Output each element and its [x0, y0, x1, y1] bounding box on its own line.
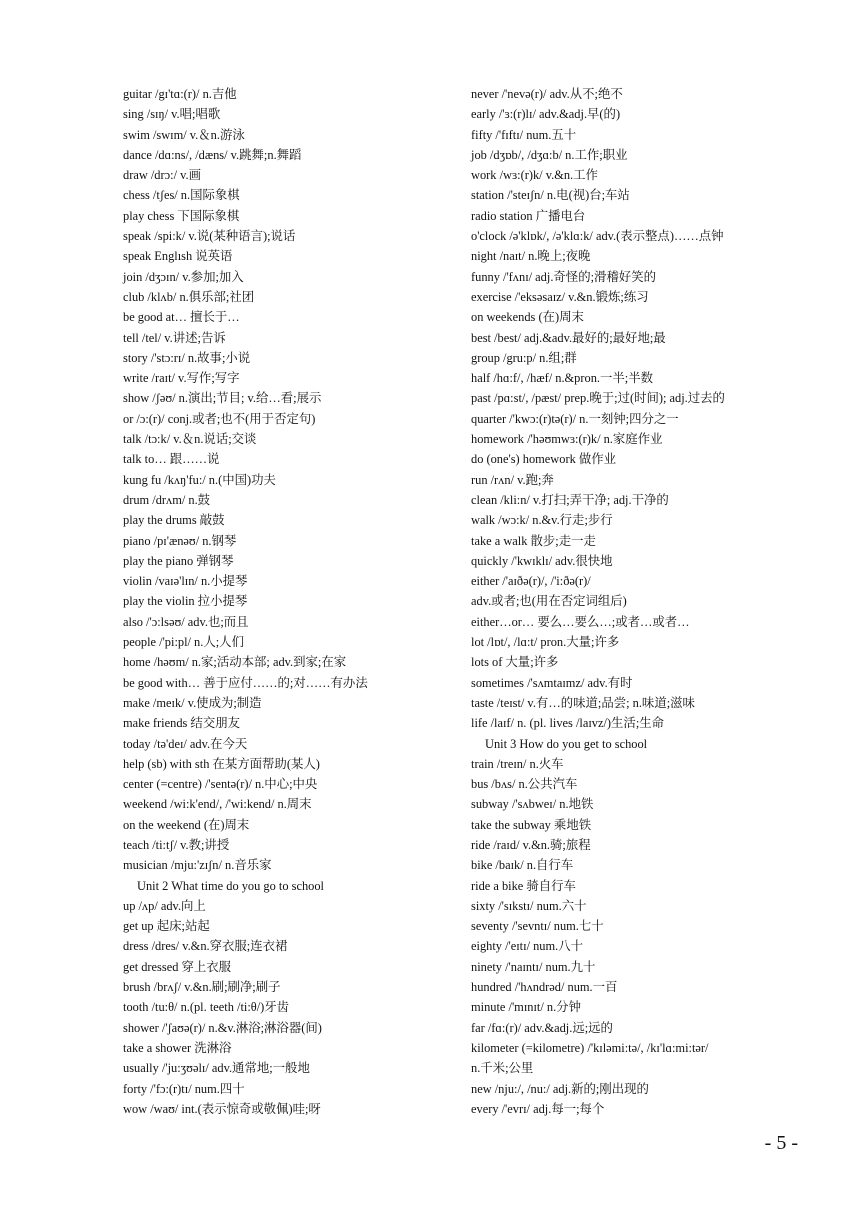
vocab-entry: be good at… 擅长于… [123, 310, 240, 325]
vocab-entry: ride a bike 骑自行车 [471, 878, 576, 893]
vocab-entry: best /best/ adj.&adv.最好的;最好地;最 [471, 330, 666, 345]
vocab-entry: get dressed 穿上衣服 [123, 959, 232, 974]
vocab-entry: brush /brʌʃ/ v.&n.刷;刷净;刷子 [123, 980, 281, 995]
vocab-entry: join /dʒɔɪn/ v.参加;加入 [123, 269, 244, 284]
vocab-entry: musician /mju:'zɪʃn/ n.音乐家 [123, 858, 272, 873]
vocab-entry: swim /swɪm/ v.＆n.游泳 [123, 127, 245, 142]
vocab-entry: never /'nevə(r)/ adv.从不;绝不 [471, 87, 623, 101]
vocab-entry: play the piano 弹钢琴 [123, 553, 234, 568]
vocab-entry: dress /dres/ v.&n.穿衣服;连衣裙 [123, 939, 288, 954]
vocab-entry: past /pɑ:st/, /pæst/ prep.晚于;过(时间); adj.过去的 [471, 391, 725, 406]
vocab-entry: drum /drʌm/ n.鼓 [123, 492, 211, 507]
vocab-entry: play the drums 敲鼓 [123, 513, 225, 528]
vocab-entry: speak /spi:k/ v.说(某种语言);说话 [123, 229, 296, 244]
vocab-entry: make /meɪk/ v.使成为;制造 [123, 695, 262, 710]
vocab-entry: people /'pi:pl/ n.人;人们 [123, 635, 244, 650]
vocab-entry: today /tə'deɪ/ adv.在今天 [123, 736, 248, 751]
unit-heading: Unit 3 How do you get to school [485, 736, 648, 751]
vocab-entry: early /'ɜ:(r)lɪ/ adv.&adj.早(的) [471, 107, 621, 122]
vocab-entry: usually /'ju:ʒʊəlɪ/ adv.通常地;一般地 [123, 1061, 310, 1076]
vocab-entry: tell /tel/ v.讲述;告诉 [123, 330, 226, 345]
vocab-entry: kilometer (=kilometre) /'kɪləmi:tə/, /kɪ'lɑ:mi:tər/ [471, 1040, 709, 1055]
vocab-entry: night /naɪt/ n.晚上;夜晚 [471, 249, 591, 264]
vocab-entry: story /'stɔ:rɪ/ n.故事;小说 [123, 350, 251, 365]
vocab-entry: speak Englısh 说英语 [123, 249, 233, 264]
vocab-entry: lot /lɒt/, /lɑ:t/ pron.大量;许多 [471, 635, 620, 650]
vocab-entry: chess /tʃes/ n.国际象棋 [123, 188, 240, 203]
vocab-entry: funny /'fʌnɪ/ adj.奇怪的;滑稽好笑的 [471, 269, 656, 284]
vocab-entry: lots of 大量;许多 [471, 655, 559, 670]
vocab-entry: also /'ɔ:lsəʊ/ adv.也;而且 [123, 614, 249, 629]
vocab-entry: far /fɑ:(r)/ adv.&adj.远;远的 [471, 1020, 613, 1035]
vocab-entry: either /'aɪðə(r)/, /'i:ðə(r)/ [471, 574, 591, 589]
vocab-entry: taste /teɪst/ v.有…的味道;品尝; n.味道;滋味 [471, 695, 695, 710]
vocab-entry: n.千米;公里 [471, 1061, 534, 1076]
right-vocabulary-column [471, 84, 811, 1119]
vocab-entry: do (one's) homework 做作业 [471, 452, 617, 467]
vocab-entry: home /həʊm/ n.家;活动本部; adv.到家;在家 [123, 655, 347, 670]
vocab-entry: o'clock /ə'klɒk/, /ə'klɑ:k/ adv.(表示整点)……点钟 [471, 229, 724, 244]
page-number: - 5 - [764, 1132, 798, 1154]
vocab-entry: piano /pɪ'ænəʊ/ n.钢琴 [123, 533, 237, 548]
vocab-entry: kung fu /kʌŋ'fu:/ n.(中国)功夫 [123, 472, 276, 487]
vocab-entry: club /klʌb/ n.俱乐部;社团 [123, 289, 255, 304]
vocab-entry: adv.或者;也(用在否定词组后) [471, 594, 627, 609]
vocab-entry: every /'evrɪ/ adj.每一;每个 [471, 1101, 605, 1116]
vocab-entry: play the violin 拉小提琴 [123, 594, 248, 609]
vocab-entry: center (=centre) /'sentə(r)/ n.中心;中央 [123, 777, 318, 792]
vocab-entry: new /nju:/, /nu:/ adj.新的;刚出现的 [471, 1081, 649, 1096]
vocab-entry: show /ʃəʊ/ n.演出;节目; v.给…看;展示 [123, 391, 322, 406]
vocab-entry: bike /baɪk/ n.自行车 [471, 858, 574, 873]
vocab-entry: shower /'ʃaʊə(r)/ n.&v.淋浴;淋浴器(间) [123, 1020, 322, 1035]
vocab-entry: group /gru:p/ n.组;群 [471, 350, 577, 365]
vocab-entry: take a shower 洗淋浴 [123, 1040, 232, 1055]
vocab-entry: on weekends (在)周末 [471, 310, 584, 325]
vocab-entry: quickly /'kwɪklɪ/ adv.很快地 [471, 553, 613, 568]
vocab-entry: on the weekend (在)周末 [123, 817, 250, 832]
vocab-entry: sometimes /'sʌmtaɪmz/ adv.有时 [471, 675, 633, 690]
vocab-entry: eighty /'eɪtɪ/ num.八十 [471, 939, 584, 954]
unit-heading: Unit 2 What time do you go to school [137, 878, 324, 893]
vocab-entry: or /ɔ:(r)/ conj.或者;也不(用于否定句) [123, 411, 316, 426]
vocab-entry: half /hɑ:f/, /hæf/ n.&pron.一半;半数 [471, 371, 653, 386]
vocab-entry: sing /sɪŋ/ v.唱;唱歌 [123, 107, 221, 122]
vocab-entry: hundred /'hʌndrəd/ num.一百 [471, 980, 618, 995]
vocab-entry: walk /wɔ:k/ n.&v.行走;步行 [471, 513, 613, 528]
vocab-entry: fifty /'fɪftɪ/ num.五十 [471, 127, 577, 142]
vocab-entry: either…or… 要么…要么…;或者…或者… [471, 614, 690, 629]
vocab-entry: seventy /'sevntɪ/ num.七十 [471, 919, 604, 934]
vocab-entry: work /wɜ:(r)k/ v.&n.工作 [471, 168, 598, 183]
vocab-entry: radio station 广播电台 [471, 208, 586, 223]
vocab-entry: help (sb) with sth 在某方面帮助(某人) [123, 756, 320, 771]
vocab-entry: ninety /'naɪntɪ/ num.九十 [471, 959, 596, 974]
vocab-entry: up /ʌp/ adv.向上 [123, 898, 206, 913]
vocab-entry: tooth /tu:θ/ n.(pl. teeth /ti:θ/)牙齿 [123, 1000, 290, 1015]
vocab-entry: subway /'sʌbweɪ/ n.地铁 [471, 797, 594, 812]
vocab-entry: train /treɪn/ n.火车 [471, 756, 564, 771]
vocab-entry: exercise /'eksəsaɪz/ v.&n.锻炼;练习 [471, 289, 649, 304]
vocab-entry: draw /drɔ:/ v.画 [123, 168, 201, 183]
vocab-entry: life /laɪf/ n. (pl. lives /laɪvz/)生活;生命 [471, 716, 665, 731]
vocab-entry: quarter /'kwɔ:(r)tə(r)/ n.一刻钟;四分之一 [471, 411, 679, 426]
vocab-entry: make friends 结交朋友 [123, 716, 240, 731]
vocab-entry: write /raɪt/ v.写作;写字 [123, 371, 240, 386]
vocab-entry: homework /'həʊmwɜ:(r)k/ n.家庭作业 [471, 432, 663, 447]
vocab-entry: sixty /'sɪkstɪ/ num.六十 [471, 898, 587, 913]
vocab-entry: weekend /wi:k'end/, /'wi:kend/ n.周末 [123, 797, 312, 812]
vocab-entry: job /dʒɒb/, /dʒɑ:b/ n.工作;职业 [471, 147, 628, 162]
vocab-entry: get up 起床;站起 [123, 919, 210, 934]
vocab-entry: be good with… 善于应付……的;对……有办法 [123, 675, 368, 690]
vocab-entry: talk /tɔ:k/ v.＆n.说话;交谈 [123, 432, 257, 447]
vocab-entry: minute /'mɪnɪt/ n.分钟 [471, 1000, 581, 1015]
vocab-entry: talk to… 跟……说 [123, 452, 220, 467]
vocab-entry: bus /bʌs/ n.公共汽车 [471, 777, 578, 792]
vocab-entry: clean /kli:n/ v.打扫;弄干净; adj.干净的 [471, 492, 669, 507]
vocab-entry: take a walk 散步;走一走 [471, 533, 596, 548]
vocab-entry: violin /vaɪə'lɪn/ n.小提琴 [123, 574, 248, 589]
vocab-entry: forty /'fɔ:(r)tɪ/ num.四十 [123, 1081, 245, 1096]
vocab-entry: station /'steɪʃn/ n.电(视)台;车站 [471, 188, 630, 203]
left-vocabulary-column [123, 84, 453, 1119]
vocab-entry: dance /dɑ:ns/, /dæns/ v.跳舞;n.舞蹈 [123, 147, 302, 162]
vocab-entry: play chess 下国际象棋 [123, 208, 240, 223]
vocab-entry: wow /waʊ/ int.(表示惊奇或敬佩)哇;呀 [123, 1101, 321, 1116]
vocab-entry: teach /ti:tʃ/ v.教;讲授 [123, 837, 230, 852]
vocab-entry: guitar /gɪ'tɑ:(r)/ n.吉他 [123, 87, 237, 101]
vocab-entry: run /rʌn/ v.跑;奔 [471, 472, 554, 487]
vocab-entry: take the subway 乘地铁 [471, 817, 592, 832]
vocab-entry: ride /raɪd/ v.&n.骑;旅程 [471, 837, 591, 852]
